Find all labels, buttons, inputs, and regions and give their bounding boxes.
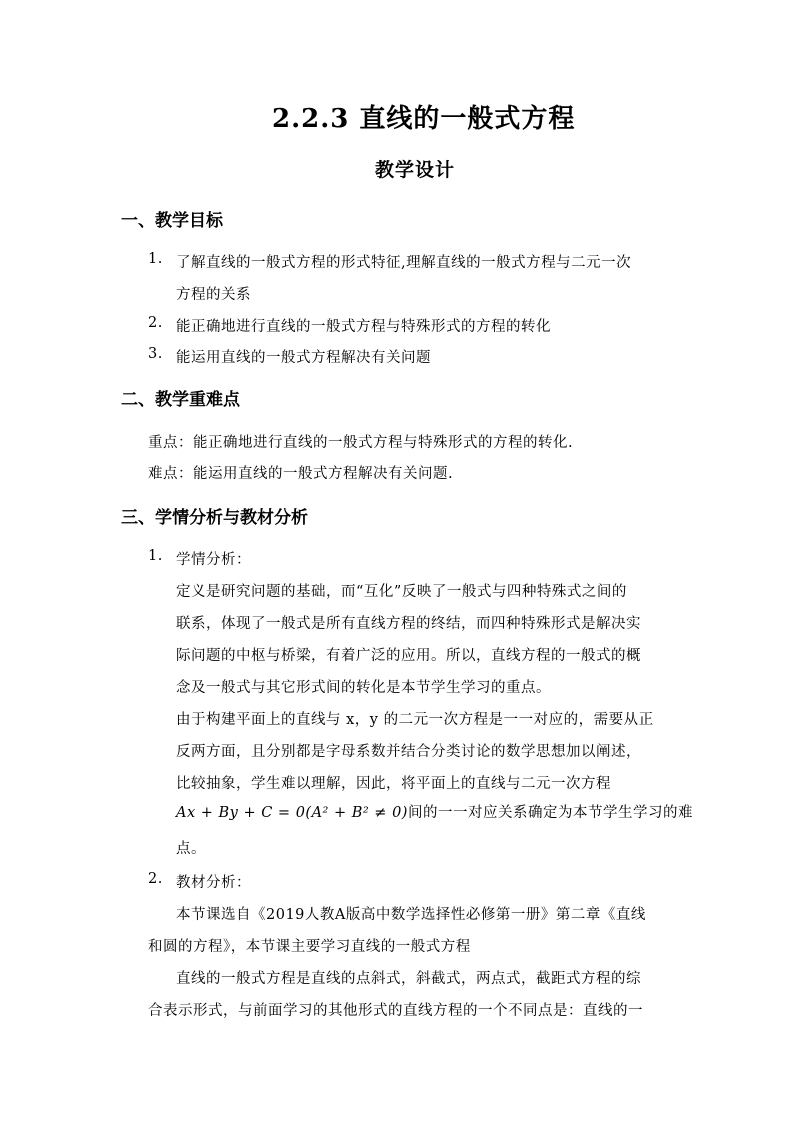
paragraph-line: 和圆的方程》，本节课主要学习直线的一般式方程 (148, 939, 471, 955)
paragraph-line: 定义是研究问题的基础，而“互化”反映了一般式与四种特殊式之间的 (176, 584, 627, 600)
paragraph-line: 反两方面，且分别都是字母系数并结合分类讨论的数学思想加以阐述， (176, 744, 641, 760)
list-item-text: 能运用直线的一般式方程解决有关问题 (176, 350, 431, 366)
subsection-label: 学情分析： (176, 552, 251, 568)
document-subtitle: 教学设计 (375, 159, 456, 181)
paragraph-line: 由于构建平面上的直线与 x，y 的二元一次方程是一一对应的，需要从正 (176, 712, 654, 728)
paragraph-line: 联系，体现了一般式是所有直线方程的终结，而四种特殊形式是解决实 (176, 616, 641, 632)
list-number: 1. (148, 548, 163, 564)
paragraph-line: 际问题的中枢与桥梁，有着广泛的应用。所以，直线方程的一般式的概 (176, 648, 641, 664)
list-number: 2. (148, 315, 163, 331)
difficult-point-text: 难点：能运用直线的一般式方程解决有关问题. (148, 466, 454, 482)
paragraph-line: 点。 (176, 841, 206, 857)
key-point-text: 重点：能正确地进行直线的一般式方程与特殊形式的方程的转化. (148, 435, 574, 451)
list-item-text: 了解直线的一般式方程的形式特征,理解直线的一般式方程与二元一次 (176, 255, 632, 271)
paragraph-line: 比较抽象，学生难以理解，因此，将平面上的直线与二元一次方程 (176, 776, 611, 792)
section-heading-objectives: 一、教学目标 (121, 211, 223, 231)
list-item-text: 方程的关系 (176, 287, 251, 303)
document-title: 2.2.3 直线的一般式方程 (272, 104, 576, 134)
paragraph-line: 直线的一般式方程是直线的点斜式，斜截式，两点式，截距式方程的综 (176, 971, 641, 987)
paragraph-line: 本节课选自《2019人教A版高中数学选择性必修第一册》第二章《直线 (176, 907, 646, 923)
list-number: 2. (148, 871, 163, 887)
section-heading-key-points: 二、教学重难点 (121, 390, 240, 410)
section-heading-analysis: 三、学情分析与教材分析 (121, 508, 308, 528)
list-number: 3. (148, 346, 163, 362)
list-number: 1. (148, 251, 163, 267)
formula-line (176, 801, 693, 822)
paragraph-line: 念及一般式与其它形式间的转化是本节学生学习的重点。 (176, 680, 551, 696)
list-item-text: 能正确地进行直线的一般式方程与特殊形式的方程的转化 (176, 319, 551, 335)
formula: Ax + By + C = 0(A² + B² ≠ 0) (176, 805, 408, 821)
paragraph-line: 合表示形式，与前面学习的其他形式的直线方程的一个不同点是：直线的一 (148, 1003, 643, 1019)
subsection-label: 教材分析： (176, 875, 251, 891)
paragraph-text: 间的一一对应关系确定为本节学生学习的难 (407, 805, 693, 821)
